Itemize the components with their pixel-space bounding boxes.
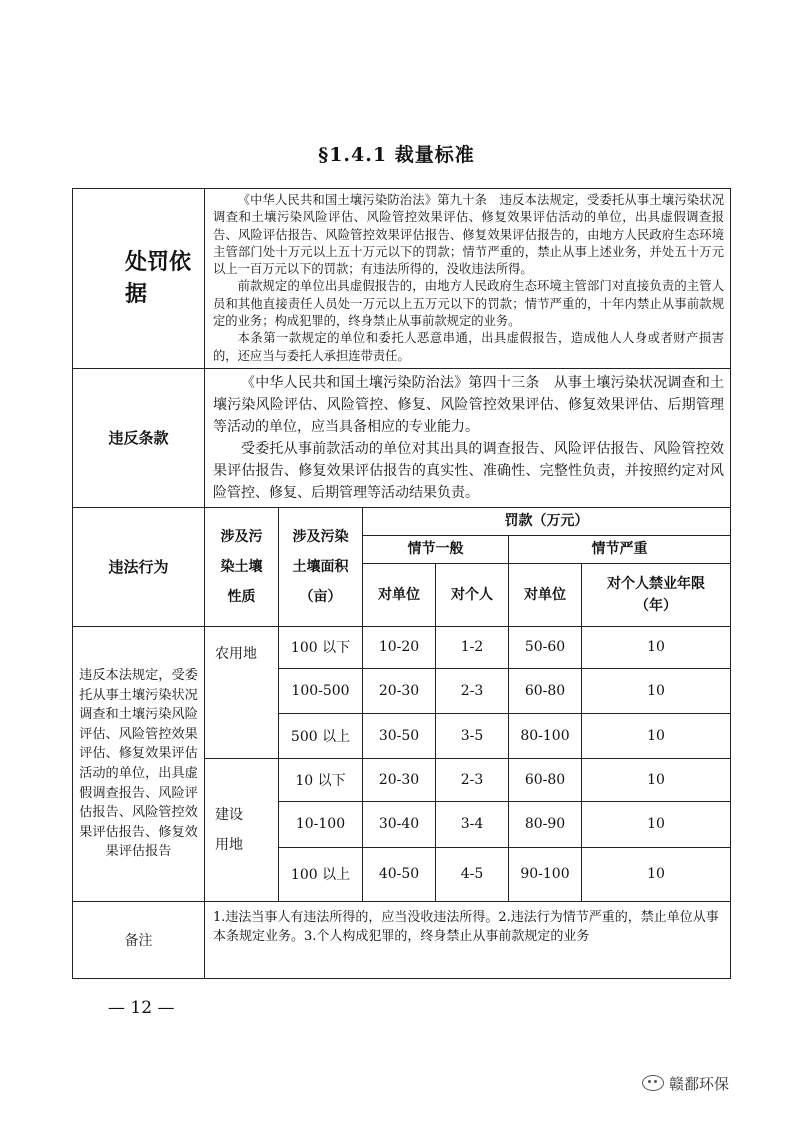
ban-years-header-text: 对个人禁业年限（年） — [607, 575, 706, 614]
area-header — [279, 507, 363, 626]
standard-table — [72, 188, 731, 979]
person-general-cell: 2-3 — [436, 758, 509, 801]
unit-serious-cell: 60-80 — [509, 668, 582, 713]
ban-years-cell: 10 — [582, 713, 731, 758]
area-cell: 10-100 — [279, 801, 363, 847]
area-cell: 100 以上 — [279, 847, 363, 901]
ban-years-header — [582, 563, 731, 626]
header-row-1 — [73, 507, 731, 535]
ban-years-cell: 10 — [582, 626, 731, 668]
unit-serious-cell: 90-100 — [509, 847, 582, 901]
clause-label: 违反条款 — [73, 368, 205, 507]
soil-type-header — [205, 507, 279, 626]
ban-years-cell: 10 — [582, 847, 731, 901]
basis-paragraph: 本条第一款规定的单位和委托人恶意串通，出具虚假报告，造成他人人身或者财产损害的，还应当与委托人承担连带责任。 — [213, 331, 725, 363]
unit-general-cell: 40-50 — [363, 847, 436, 901]
unit-general-cell: 10-20 — [363, 626, 436, 668]
page-title: §1.4.1 裁量标准 — [318, 144, 475, 166]
page-number: — 12 — — [108, 998, 175, 1018]
note-row — [73, 901, 731, 978]
general-header: 情节一般 — [363, 535, 509, 563]
unit-general-cell: 20-30 — [363, 668, 436, 713]
clause-paragraph: 《中华人民共和国土壤污染防治法》第四十三条 从事土壤污染状况调查和土壤污染风险评估、风险管控、修复、风险管控效果评估、修复效果评估、后期管理等活动的单位，应当具备相应的专业能力。 — [213, 374, 725, 435]
ban-years-cell: 10 — [582, 668, 731, 713]
soil-type-header-text: 涉及污染土壤性质 — [220, 528, 263, 605]
basis-text — [205, 189, 731, 369]
clause-text — [205, 368, 731, 507]
person-general-cell: 2-3 — [436, 668, 509, 713]
basis-paragraph: 《中华人民共和国土壤污染防治法》第九十条 违反本法规定，受委托从事土壤污染状况调查和土壤污染风险评估、风险管控效果评估、修复效果评估活动的单位，出具虚假调查报告、风险评估报告、风险管控效果评估报告、修复效果评估报告的，由地方人民政府生态环境主管部门处十万元以上五十万元以下的罚款；情节严重的，禁止从事上述业务，并处五十万元以上一百万元以下的罚款；有违法所得的，没收违法所得。 — [213, 193, 725, 277]
watermark-text: 赣鄱环保 — [669, 1075, 730, 1093]
basis-label: 处罚依据 — [73, 189, 205, 369]
wechat-icon — [642, 1075, 664, 1091]
land-category-construction-text: 建设用地 — [215, 806, 243, 853]
fine-header: 罚款（万元） — [363, 507, 731, 535]
violation-behavior-text: 违反本法规定，受委托从事土壤污染状况调查和土壤污染风险评估、风险管控效果评估、修复效果评估活动的单位，出具虚假调查报告、风险评估报告、风险管控效果评估报告、修复效果评估报告 — [73, 626, 205, 901]
basis-paragraph: 前款规定的单位出具虚假报告的，由地方人民政府生态环境主管部门对直接负责的主管人员和其他直接责任人员处一万元以上五万元以下的罚款；情节严重的，十年内禁止从事前款规定的业务；构成犯罪的，终身禁止从事前款规定的业务。 — [213, 279, 725, 329]
area-cell: 10 以下 — [279, 758, 363, 801]
person-general-cell: 1-2 — [436, 626, 509, 668]
unit-general-cell: 20-30 — [363, 758, 436, 801]
area-header-text: 涉及污染土壤面积（亩） — [292, 528, 349, 605]
person-general-header: 对个人 — [436, 563, 509, 626]
table-row — [73, 626, 731, 668]
area-cell: 500 以上 — [279, 713, 363, 758]
unit-serious-cell: 60-80 — [509, 758, 582, 801]
clause-paragraph: 受委托从事前款活动的单位对其出具的调查报告、风险评估报告、风险管控效果评估报告、修复效果评估报告的真实性、准确性、完整性负责，并按照约定对风险管控、修复、后期管理等活动结果负责。 — [213, 440, 725, 501]
unit-serious-cell: 80-90 — [509, 801, 582, 847]
land-category-farmland: 农用地 — [205, 626, 279, 758]
unit-general-header: 对单位 — [363, 563, 436, 626]
unit-general-cell: 30-40 — [363, 801, 436, 847]
ban-years-cell: 10 — [582, 758, 731, 801]
behavior-label: 违法行为 — [73, 507, 205, 626]
unit-general-cell: 30-50 — [363, 713, 436, 758]
basis-row — [73, 189, 731, 369]
area-cell: 100-500 — [279, 668, 363, 713]
unit-serious-cell: 80-100 — [509, 713, 582, 758]
ban-years-cell: 10 — [582, 801, 731, 847]
clause-row — [73, 368, 731, 507]
note-text: 1.违法当事人有违法所得的，应当没收违法所得。2.违法行为情节严重的，禁止单位从事本条规定业务。3.个人构成犯罪的，终身禁止从事前款规定的业务 — [205, 901, 731, 978]
person-general-cell: 3-5 — [436, 713, 509, 758]
area-cell: 100 以下 — [279, 626, 363, 668]
serious-header: 情节严重 — [509, 535, 731, 563]
watermark — [642, 1073, 729, 1094]
person-general-cell: 3-4 — [436, 801, 509, 847]
note-label: 备注 — [73, 901, 205, 978]
unit-serious-cell: 50-60 — [509, 626, 582, 668]
land-category-construction — [205, 758, 279, 901]
unit-serious-header: 对单位 — [509, 563, 582, 626]
person-general-cell: 4-5 — [436, 847, 509, 901]
